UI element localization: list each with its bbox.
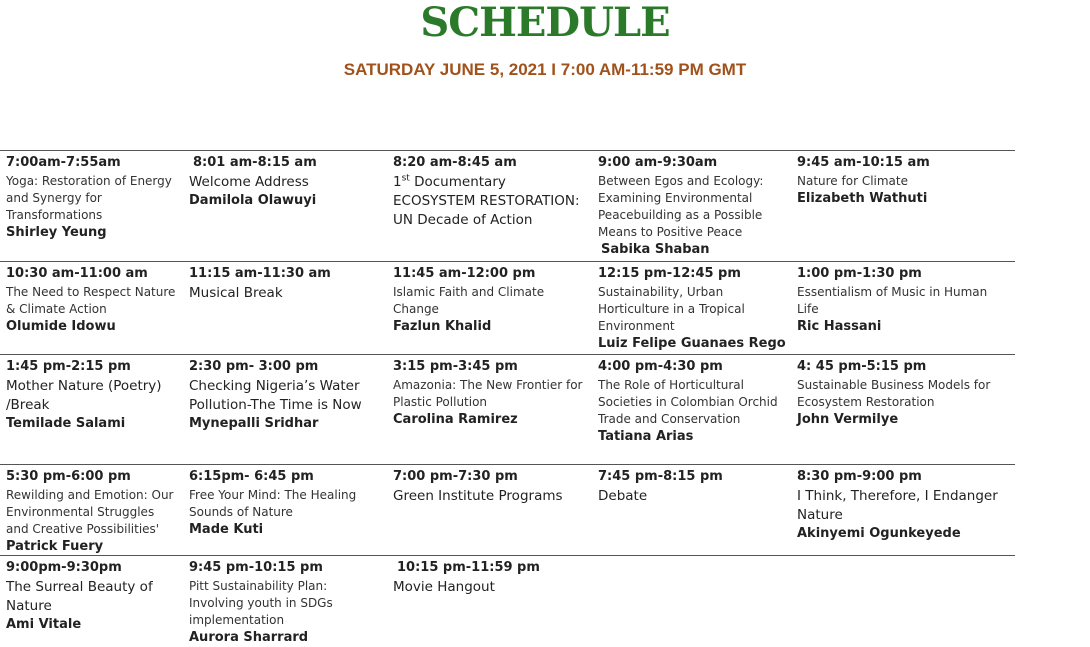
schedule-row <box>0 464 1015 555</box>
schedule-row <box>0 261 1015 354</box>
session-speaker: Ami Vitale <box>6 617 82 632</box>
session-time: 8:01 am-8:15 am <box>193 155 317 170</box>
session-cell <box>183 151 387 261</box>
session-speaker: Shirley Yeung <box>6 225 107 240</box>
session-time: 1:00 pm-1:30 pm <box>797 266 922 281</box>
session-time: 11:45 am-12:00 pm <box>393 266 536 281</box>
session-title: The Role of Horticultural Societies in Colombian Orchid Trade and Conservation <box>598 378 778 426</box>
session-title: Free Your Mind: The Healing Sounds of Nature <box>189 488 357 519</box>
session-title: Musical Break <box>189 285 283 301</box>
session-title: Islamic Faith and Climate Change <box>393 285 545 316</box>
session-time: 7:00am-7:55am <box>6 155 121 170</box>
session-title: Movie Hangout <box>393 579 495 595</box>
session-cell <box>592 355 791 464</box>
session-speaker: Made Kuti <box>189 522 264 537</box>
session-cell <box>387 262 592 354</box>
session-cell <box>592 151 791 261</box>
session-title: Sustainability, Urban Horticulture in a Tropical Environment <box>598 285 745 333</box>
session-speaker: Damilola Olawuyi <box>189 193 317 208</box>
session-speaker: Fazlun Khalid <box>393 319 492 334</box>
schedule-row <box>0 354 1015 464</box>
session-cell <box>791 151 1015 261</box>
session-title-ordinal: 1 <box>393 174 402 190</box>
session-title: The Need to Respect Nature & Climate Action <box>6 285 176 316</box>
session-cell <box>183 355 387 464</box>
session-speaker: Elizabeth Wathuti <box>797 191 928 206</box>
session-title-ordinal-suffix: st <box>401 173 410 184</box>
schedule-row <box>0 555 1015 643</box>
session-speaker: Aurora Sharrard <box>189 630 309 645</box>
session-time: 7:45 pm-8:15 pm <box>598 469 723 484</box>
session-cell <box>183 262 387 354</box>
session-speaker: Patrick Fuery <box>6 539 104 554</box>
session-cell <box>592 262 791 354</box>
session-cell <box>387 355 592 464</box>
session-time: 1:45 pm-2:15 pm <box>6 359 131 374</box>
session-time: 10:30 am-11:00 am <box>6 266 148 281</box>
session-time: 7:00 pm-7:30 pm <box>393 469 518 484</box>
session-title: Pitt Sustainability Plan: Involving youth in SDGs implementation <box>189 579 333 627</box>
session-title: Debate <box>598 488 648 504</box>
session-cell <box>0 465 183 555</box>
session-title: Amazonia: The New Frontier for Plastic Pollution <box>393 378 583 409</box>
session-time: 10:15 pm-11:59 pm <box>397 560 540 575</box>
session-time: 2:30 pm- 3:00 pm <box>189 359 319 374</box>
empty-cell <box>592 556 791 643</box>
session-cell <box>592 465 791 555</box>
session-speaker: Luiz Felipe Guanaes Rego <box>598 336 786 351</box>
session-title: Rewilding and Emotion: Our Environmental Struggles and Creative Possibilities' <box>6 488 174 536</box>
session-time: 12:15 pm-12:45 pm <box>598 266 741 281</box>
session-cell <box>183 465 387 555</box>
session-title: Essentialism of Music in Human Life <box>797 285 988 316</box>
session-time: 9:00 am-9:30am <box>598 155 718 170</box>
session-title: Checking Nigeria’s Water Pollution-The Time is Now <box>189 378 362 413</box>
session-cell <box>387 151 592 261</box>
session-time: 9:00pm-9:30pm <box>6 560 122 575</box>
session-title: Yoga: Restoration of Energy and Synergy for Transformations <box>6 174 172 222</box>
session-cell <box>0 355 183 464</box>
session-title: I Think, Therefore, I Endanger Nature <box>797 488 998 523</box>
session-cell <box>387 556 592 643</box>
session-title: Sustainable Business Models for Ecosystem Restoration <box>797 378 991 409</box>
empty-cell <box>791 556 1015 643</box>
session-title: Nature for Climate <box>797 174 908 188</box>
session-title: Welcome Address <box>189 174 309 190</box>
page-title: SCHEDULE <box>420 0 670 46</box>
session-speaker: Olumide Idowu <box>6 319 116 334</box>
session-speaker: Akinyemi Ogunkeyede <box>797 526 961 541</box>
session-title: Green Institute Programs <box>393 488 563 504</box>
session-cell <box>0 556 183 643</box>
session-cell <box>791 355 1015 464</box>
session-cell <box>0 262 183 354</box>
session-title-text: Documentary ECOSYSTEM RESTORATION: UN Decade of Action <box>393 174 580 228</box>
session-speaker: Ric Hassani <box>797 319 882 334</box>
session-time: 4:00 pm-4:30 pm <box>598 359 723 374</box>
session-time: 6:15pm- 6:45 pm <box>189 469 314 484</box>
date-subtitle: SATURDAY JUNE 5, 2021 I 7:00 AM-11:59 PM GMT <box>343 60 747 79</box>
session-title: The Surreal Beauty of Nature <box>6 579 153 614</box>
session-speaker: Sabika Shaban <box>601 242 710 257</box>
session-cell <box>387 465 592 555</box>
schedule-row <box>0 150 1015 261</box>
session-time: 4: 45 pm-5:15 pm <box>797 359 927 374</box>
session-cell <box>791 465 1015 555</box>
session-time: 11:15 am-11:30 am <box>189 266 331 281</box>
session-cell <box>791 262 1015 354</box>
session-speaker: Tatiana Arias <box>598 429 694 444</box>
session-speaker: Temilade Salami <box>6 416 126 431</box>
session-time: 9:45 am-10:15 am <box>797 155 930 170</box>
schedule-grid <box>0 150 1015 643</box>
session-title: Between Egos and Ecology: Examining Environmental Peacebuilding as a Possible Means to Positive Peace <box>598 174 764 239</box>
session-speaker: Carolina Ramirez <box>393 412 518 427</box>
session-time: 9:45 pm-10:15 pm <box>189 560 323 575</box>
session-title: Mother Nature (Poetry) /Break <box>6 378 162 413</box>
session-speaker: Mynepalli Sridhar <box>189 416 319 431</box>
session-time: 8:30 pm-9:00 pm <box>797 469 922 484</box>
session-time: 8:20 am-8:45 am <box>393 155 517 170</box>
session-speaker: John Vermilye <box>797 412 899 427</box>
session-time: 3:15 pm-3:45 pm <box>393 359 518 374</box>
session-cell <box>0 151 183 261</box>
session-cell <box>183 556 387 643</box>
session-title <box>393 173 588 230</box>
session-time: 5:30 pm-6:00 pm <box>6 469 131 484</box>
